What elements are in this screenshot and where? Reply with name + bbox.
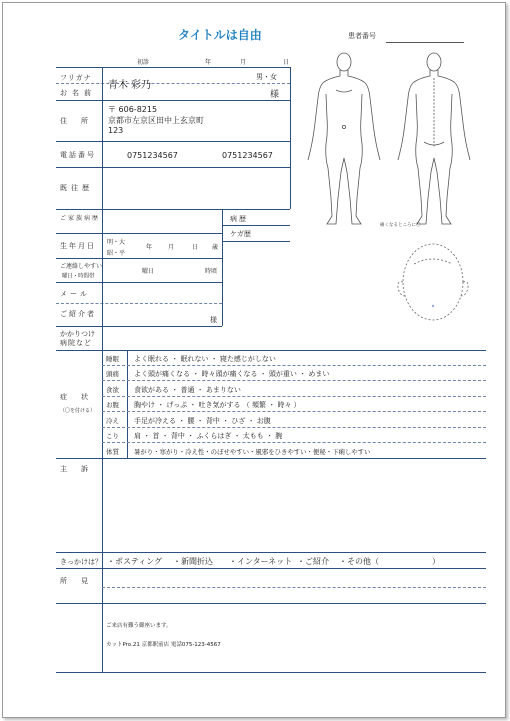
rule <box>56 167 290 168</box>
rule <box>222 225 290 226</box>
shop-info: カットPro.21 京都駅前店 電話075-123-4567 <box>106 642 221 648</box>
face-outline-chart[interactable] <box>392 236 474 328</box>
rule <box>102 458 103 552</box>
name-suffix: 様 <box>270 90 280 100</box>
symptom-cat-appetite: 食欲 <box>106 386 119 394</box>
rule <box>102 552 103 568</box>
rule <box>56 141 290 142</box>
rule <box>56 350 486 351</box>
rule <box>56 233 222 234</box>
family-history-label: ご家族病歴 <box>60 215 101 222</box>
rule <box>56 672 486 673</box>
address-label: 住所 <box>60 117 102 125</box>
chief-complaint-label: 主訴 <box>60 465 102 473</box>
rule <box>56 83 290 84</box>
rule <box>102 380 486 381</box>
symptom-cat-stomach: お腹 <box>106 401 119 409</box>
rule <box>102 442 486 443</box>
trigger-option-internet[interactable]: ・インターネット <box>229 557 293 566</box>
symptom-options-chill[interactable]: 手足が冷える ・ 腰 ・ 背中 ・ ひざ ・ お腹 <box>134 417 271 425</box>
rule <box>56 603 486 604</box>
first-visit-year: 年 <box>205 59 212 66</box>
rule <box>56 258 222 259</box>
email-label: メール <box>60 290 90 298</box>
trigger-option-newspaper[interactable]: ・新聞折込 <box>173 557 213 566</box>
contact-time: 時頃 <box>205 268 218 275</box>
rule <box>56 67 290 68</box>
symptom-cat-sleep: 睡眠 <box>106 355 119 363</box>
contact-time-label-2: 曜日・時間帯 <box>62 272 95 280</box>
trigger-option-other[interactable]: ・その他（ <box>339 557 379 566</box>
address-line1[interactable]: 京都市左京区田中上玄京町 <box>108 116 204 125</box>
rule <box>56 282 222 283</box>
rule <box>102 396 486 397</box>
findings-label: 所見 <box>60 577 102 585</box>
name-label: お名前 <box>60 89 96 97</box>
postal-code[interactable]: 〒 606-8215 <box>108 105 158 114</box>
symptom-options-constitution[interactable]: 暑がり・寒がり・冷え性・のぼせやすい・風邪をひきやすい・便秘・下痢しやすい <box>134 448 371 456</box>
symptom-cat-headache: 頭痛 <box>106 370 119 378</box>
rule <box>102 365 486 366</box>
phone-label: 電話番号 <box>60 151 96 159</box>
rule <box>56 100 290 101</box>
phone-value-2[interactable]: 0751234567 <box>222 151 273 160</box>
birth-year: 年 <box>146 244 153 251</box>
patient-number-label: 患者番号 <box>348 32 376 40</box>
clinic-label-2: 病院など <box>60 339 92 347</box>
contact-weekday: 曜日 <box>142 268 155 275</box>
gender-select[interactable]: 男・女 <box>256 73 277 81</box>
birth-month: 月 <box>168 244 175 251</box>
rule <box>102 67 103 209</box>
illness-history-label: 病歴 <box>230 215 248 223</box>
symptoms-note: （〇を付ける） <box>60 408 96 414</box>
era-option-2[interactable]: 昭・平 <box>107 250 126 257</box>
rule <box>56 303 222 304</box>
referrer-label: ご紹介者 <box>60 310 96 318</box>
rule <box>102 411 486 412</box>
trigger-label: きっかけは？ <box>60 558 102 566</box>
furigana-label: フリガナ <box>60 74 92 82</box>
rule <box>102 427 486 428</box>
phone-value-1[interactable]: 0751234567 <box>127 151 178 160</box>
first-visit-month: 月 <box>240 59 247 66</box>
name-value[interactable]: 青木 彩乃 <box>108 80 152 91</box>
birth-day: 日 <box>192 244 199 251</box>
rule <box>222 241 290 242</box>
symptom-options-appetite[interactable]: 食欲がある ・ 普通 ・ あまりない <box>134 386 241 394</box>
rule <box>102 209 103 326</box>
clinic-label-1: かかりつけ <box>60 330 95 338</box>
trigger-option-referral[interactable]: ・ご紹介 <box>297 557 329 566</box>
rule <box>56 209 290 210</box>
symptom-cat-stiffness: こり <box>106 432 119 440</box>
referrer-suffix: 様 <box>210 316 217 324</box>
rule <box>102 326 103 350</box>
rule <box>102 587 486 588</box>
trigger-option-other-close: ） <box>432 557 440 566</box>
rule <box>290 67 291 209</box>
past-history-label: 既往歴 <box>60 184 93 192</box>
symptom-options-sleep[interactable]: よく眠れる ・ 眠れない ・ 寝た感じがしない <box>134 355 276 363</box>
rule <box>56 326 222 327</box>
symptom-options-stiffness[interactable]: 肩 ・ 首 ・ 背中 ・ ふくらはぎ ・ 太もも ・ 腕 <box>134 432 283 440</box>
body-outline-chart[interactable] <box>300 48 488 232</box>
trigger-option-posting[interactable]: ・ポスティング <box>107 557 163 566</box>
symptom-options-headache[interactable]: よく頭が痛くなる ・ 時々頭が痛くなる ・ 頭が重い ・ めまい <box>134 370 330 378</box>
symptom-options-stomach[interactable]: 胸やけ ・ げっぷ ・ 吐き気がする （ 頻繁 ・ 時々 ） <box>134 401 301 409</box>
birthdate-label: 生年月日 <box>60 242 96 250</box>
thank-you-note: ご来店有難う御座います。 <box>106 623 172 629</box>
injury-history-label: ケガ歴 <box>230 230 251 238</box>
era-option-1[interactable]: 明・大 <box>107 239 126 246</box>
contact-time-label-1: ご連絡しやすい <box>60 263 103 270</box>
birth-age: 歳 <box>212 244 219 251</box>
symptom-cat-chill: 冷え <box>106 417 119 425</box>
address-line2[interactable]: 123 <box>108 126 124 135</box>
patient-number-line <box>386 42 464 43</box>
form-title: タイトルは自由 <box>178 28 262 42</box>
symptoms-label: 症状 <box>60 393 102 401</box>
rule <box>56 458 486 459</box>
symptom-cat-constitution: 体質 <box>106 448 119 456</box>
rule <box>102 568 103 672</box>
first-visit-label: 初診 <box>137 59 150 66</box>
rule <box>56 568 486 569</box>
body-chart-note: 痛くなるところに〇 <box>380 223 421 228</box>
first-visit-day: 日 <box>283 59 290 66</box>
rule <box>222 209 223 326</box>
rule <box>56 552 486 553</box>
